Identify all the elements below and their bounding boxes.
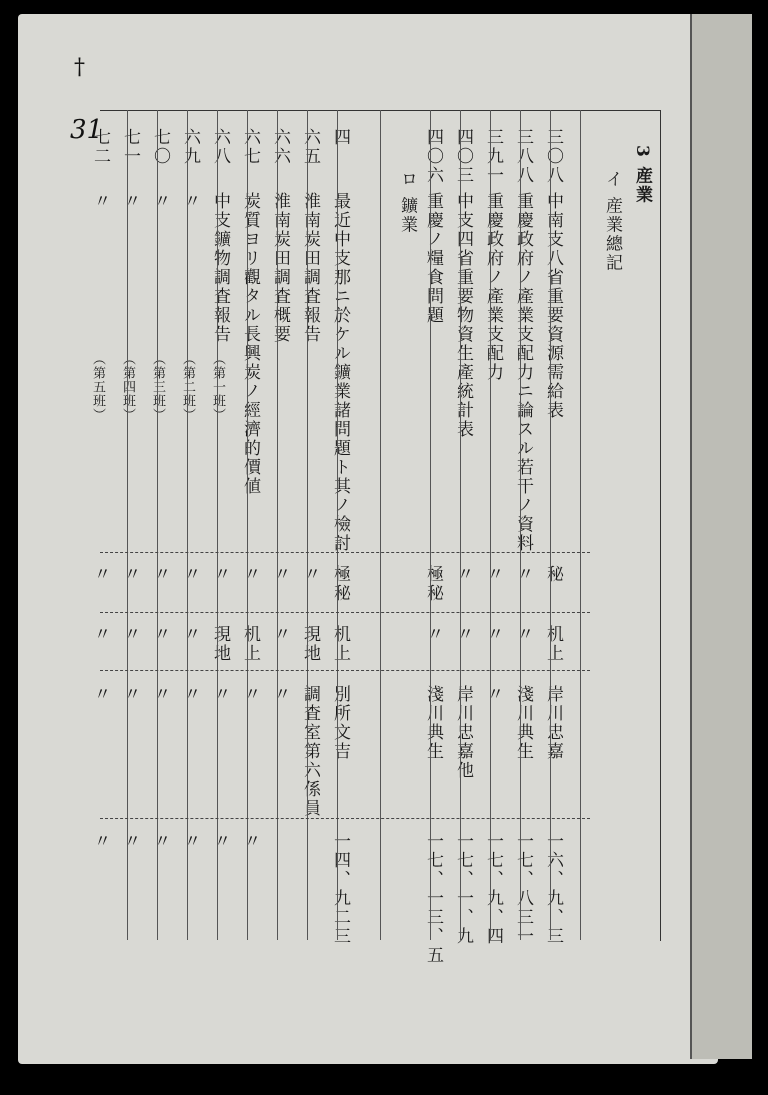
row-secret: 〃	[513, 565, 533, 584]
column-rule	[187, 110, 188, 940]
row-author: 〃	[483, 685, 503, 704]
row-status: 現地	[210, 625, 230, 663]
row-page: 一七、八三一	[513, 832, 533, 946]
row-page: 〃	[180, 832, 200, 851]
row-title: 炭質ヨリ觀タル長興炭ノ經濟的價値	[240, 192, 260, 496]
row-secret: 〃	[210, 565, 230, 584]
row-author: 〃	[120, 685, 140, 704]
row-title: 〃	[120, 192, 140, 211]
row-no: 六五	[300, 128, 320, 166]
row-no: 四	[330, 128, 350, 147]
row-status: 〃	[90, 625, 110, 644]
column-rule	[217, 110, 218, 940]
field-divider	[100, 552, 590, 553]
row-author: 〃	[270, 685, 290, 704]
column-rule	[337, 110, 338, 940]
field-divider	[100, 818, 590, 819]
column-rule	[550, 110, 551, 940]
row-status: 〃	[180, 625, 200, 644]
row-page: 一七、九、四	[483, 832, 503, 946]
row-status: 現地	[300, 625, 320, 663]
field-divider	[100, 670, 590, 671]
row-no: 六七	[240, 128, 260, 166]
row-title: 重慶政府ノ產業支配力ニ論スル若干ノ資料	[513, 192, 533, 553]
subsection-title: イ 産業總記	[602, 170, 622, 273]
row-secret: 〃	[120, 565, 140, 584]
row-no: 六六	[270, 128, 290, 166]
margin-mark: †	[74, 55, 85, 80]
row-title: 〃	[90, 192, 110, 211]
row-title: 重慶政府ノ產業支配力	[483, 192, 503, 382]
row-page: 一七、一、九	[453, 832, 473, 946]
row-sub: （第四班）	[120, 352, 135, 422]
row-title: 〃	[150, 192, 170, 211]
row-status: 机上	[240, 625, 260, 663]
column-rule	[490, 110, 491, 940]
column-rule	[580, 110, 581, 940]
row-secret: 極秘	[330, 565, 350, 603]
row-author: 別所文吉	[330, 685, 350, 761]
page-edge	[690, 14, 752, 1059]
row-page: 一七、一三、五	[423, 832, 443, 965]
column-rule	[277, 110, 278, 940]
row-sub: （第一班）	[210, 352, 225, 422]
row-author: 〃	[150, 685, 170, 704]
row-no: 四〇六	[423, 128, 443, 185]
row-page: 〃	[120, 832, 140, 851]
row-status: 〃	[120, 625, 140, 644]
row-no: 三〇八	[543, 128, 563, 185]
row-status: 机上	[543, 625, 563, 663]
row-author: 〃	[180, 685, 200, 704]
row-author: 岸川忠嘉他	[453, 685, 473, 780]
row-status: 机上	[330, 625, 350, 663]
column-rule	[520, 110, 521, 940]
row-no: 七一	[120, 128, 140, 166]
row-secret: 〃	[180, 565, 200, 584]
row-title: 重慶ノ糧食問題	[423, 192, 443, 325]
row-author: 〃	[240, 685, 260, 704]
row-page: 〃	[90, 832, 110, 851]
row-no: 四〇三	[453, 128, 473, 185]
row-author: 〃	[90, 685, 110, 704]
column-rule	[157, 110, 158, 940]
row-page: 一四、九二三	[330, 832, 350, 946]
field-divider	[100, 612, 590, 613]
row-secret: 〃	[240, 565, 260, 584]
row-author: 調査室第六係員	[300, 685, 320, 818]
section-title: 3 産業	[632, 145, 652, 205]
column-rule	[380, 110, 381, 940]
row-page: 〃	[210, 832, 230, 851]
row-secret: 〃	[90, 565, 110, 584]
row-sub: （第三班）	[150, 352, 165, 422]
row-secret: 〃	[453, 565, 473, 584]
row-author: 淺川典生	[423, 685, 443, 761]
row-title: 最近中支那ニ於ケル鑛業諸問題ト其ノ檢討	[330, 192, 350, 553]
row-no: 六九	[180, 128, 200, 166]
row-title: 中南支八省重要資源需給表	[543, 192, 563, 420]
row-no: 七二	[90, 128, 110, 166]
row-no: 三八八	[513, 128, 533, 185]
row-status: 〃	[513, 625, 533, 644]
row-secret: 〃	[150, 565, 170, 584]
column-rule	[307, 110, 308, 940]
row-secret: 秘	[543, 565, 563, 584]
row-secret: 〃	[270, 565, 290, 584]
row-status: 〃	[150, 625, 170, 644]
row-secret: 極秘	[423, 565, 443, 603]
category-mining: ロ 鑛業	[397, 170, 417, 235]
column-rule	[430, 110, 431, 940]
row-author: 淺川典生	[513, 685, 533, 761]
row-sub: （第五班）	[90, 352, 105, 422]
column-rule	[247, 110, 248, 940]
row-page: 〃	[240, 832, 260, 851]
row-no: 六八	[210, 128, 230, 166]
row-no: 三九一	[483, 128, 503, 185]
row-title: 淮南炭田調査報告	[300, 192, 320, 344]
row-status: 〃	[423, 625, 443, 644]
row-status: 〃	[453, 625, 473, 644]
column-rule	[127, 110, 128, 940]
row-title: 中支鑛物調査報告	[210, 192, 230, 344]
row-author: 岸川忠嘉	[543, 685, 563, 761]
row-no: 七〇	[150, 128, 170, 166]
row-secret: 〃	[483, 565, 503, 584]
row-page: 〃	[150, 832, 170, 851]
page-number: 31	[70, 115, 104, 145]
row-author: 〃	[210, 685, 230, 704]
row-title: 淮南炭田調査概要	[270, 192, 290, 344]
row-secret: 〃	[300, 565, 320, 584]
row-sub: （第二班）	[180, 352, 195, 422]
row-page: 一六、九、三	[543, 832, 563, 946]
column-rule	[460, 110, 461, 940]
row-title: 中支四省重要物資生產統計表	[453, 192, 473, 439]
row-title: 〃	[180, 192, 200, 211]
row-status: 〃	[483, 625, 503, 644]
row-status: 〃	[270, 625, 290, 644]
